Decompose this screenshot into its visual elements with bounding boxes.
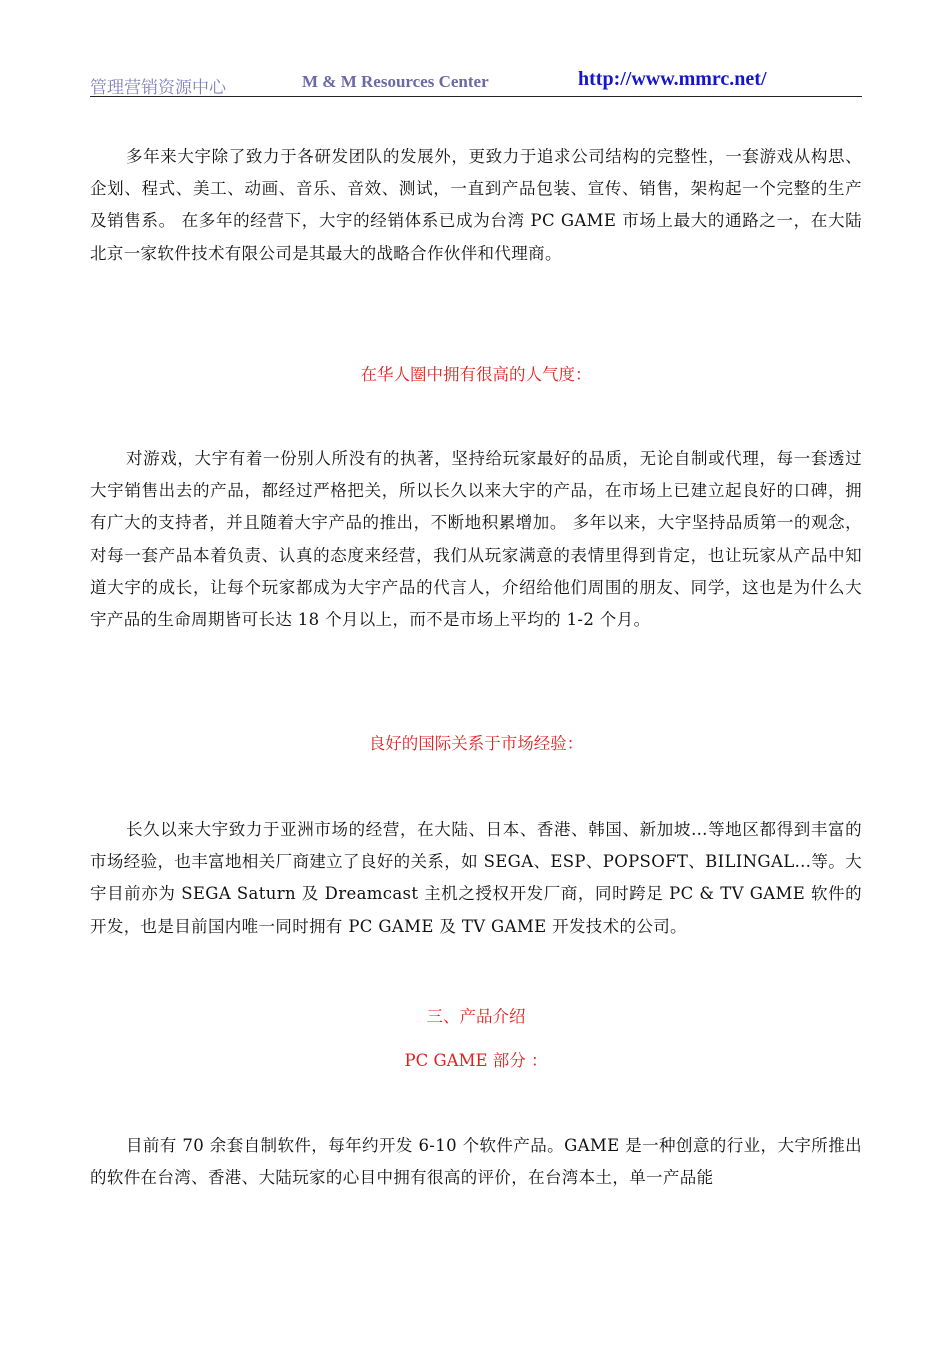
paragraph-international: 长久以来大宇致力于亚洲市场的经营，在大陆、日本、香港、韩国、新加坡…等地区都得到丰富的市场经验，也丰富地相关厂商建立了良好的关系，如 SEGA、ESP、POPSOFT、BILINGAL…等。大宇目前亦为 SEGA Saturn 及 Dreamcast 主机之授权开发厂商，同时跨足 PC & TV GAME 软件的开发，也是目前国内唯一同时拥有 PC GAME 及 TV GAME 开发技术的公司。 xyxy=(90,820,862,936)
header-site-en: M & M Resources Center xyxy=(302,72,489,91)
paragraph-quality: 对游戏，大宇有着一份别人所没有的执著，坚持给玩家最好的品质，无论自制或代理，每一套透过大宇销售出去的产品，都经过严格把关，所以长久以来大宇的产品，在市场上已建立起良好的口碑，拥有广大的支持者，并且随着大宇产品的推出，不断地积累增加。 多年以来，大宇坚持品质第一的观念，对每一套产品本着负责、认真的态度来经营，我们从玩家满意的表情里得到肯定，也让玩家从产品中知道大宇的成长，让每个玩家都成为大宇产品的代言人，介绍给他们周围的朋友、同学，这也是为什么大宇产品的生命周期皆可长达 18 个月以上，而不是市场上平均的 1-2 个月。 xyxy=(90,449,862,630)
page-header xyxy=(90,68,862,97)
section-heading-international: 良好的国际关系于市场经验： xyxy=(368,734,584,753)
header-url-link[interactable]: http://www.mmrc.net/ xyxy=(578,68,767,90)
paragraph-pc-game: 目前有 70 余套自制软件，每年约开发 6-10 个软件产品。GAME 是一种创意的行业，大宇所推出的软件在台湾、香港、大陆玩家的心目中拥有很高的评价，在台湾本土，单一产品能 xyxy=(90,1136,862,1188)
section-heading-popularity: 在华人圈中拥有很高的人气度： xyxy=(360,365,592,384)
section-subheading-pc-game: PC GAME 部分 ： xyxy=(404,1051,548,1070)
header-site-cn: 管理营销资源中心 xyxy=(90,78,226,98)
paragraph-company-structure: 多年来大宇除了致力于各研发团队的发展外，更致力于追求公司结构的完整性，一套游戏从构思、企划、程式、美工、动画、音乐、音效、测试，一直到产品包装、宣传、销售，架构起一个完整的生产及销售系。 在多年的经营下，大宇的经销体系已成为台湾 PC GAME 市场上最大的通路之一，在大陆北京一家软件技术有限公司是其最大的战略合作伙伴和代理商。 xyxy=(90,147,862,263)
section-heading-products: 三、产品介绍 xyxy=(426,1007,526,1026)
